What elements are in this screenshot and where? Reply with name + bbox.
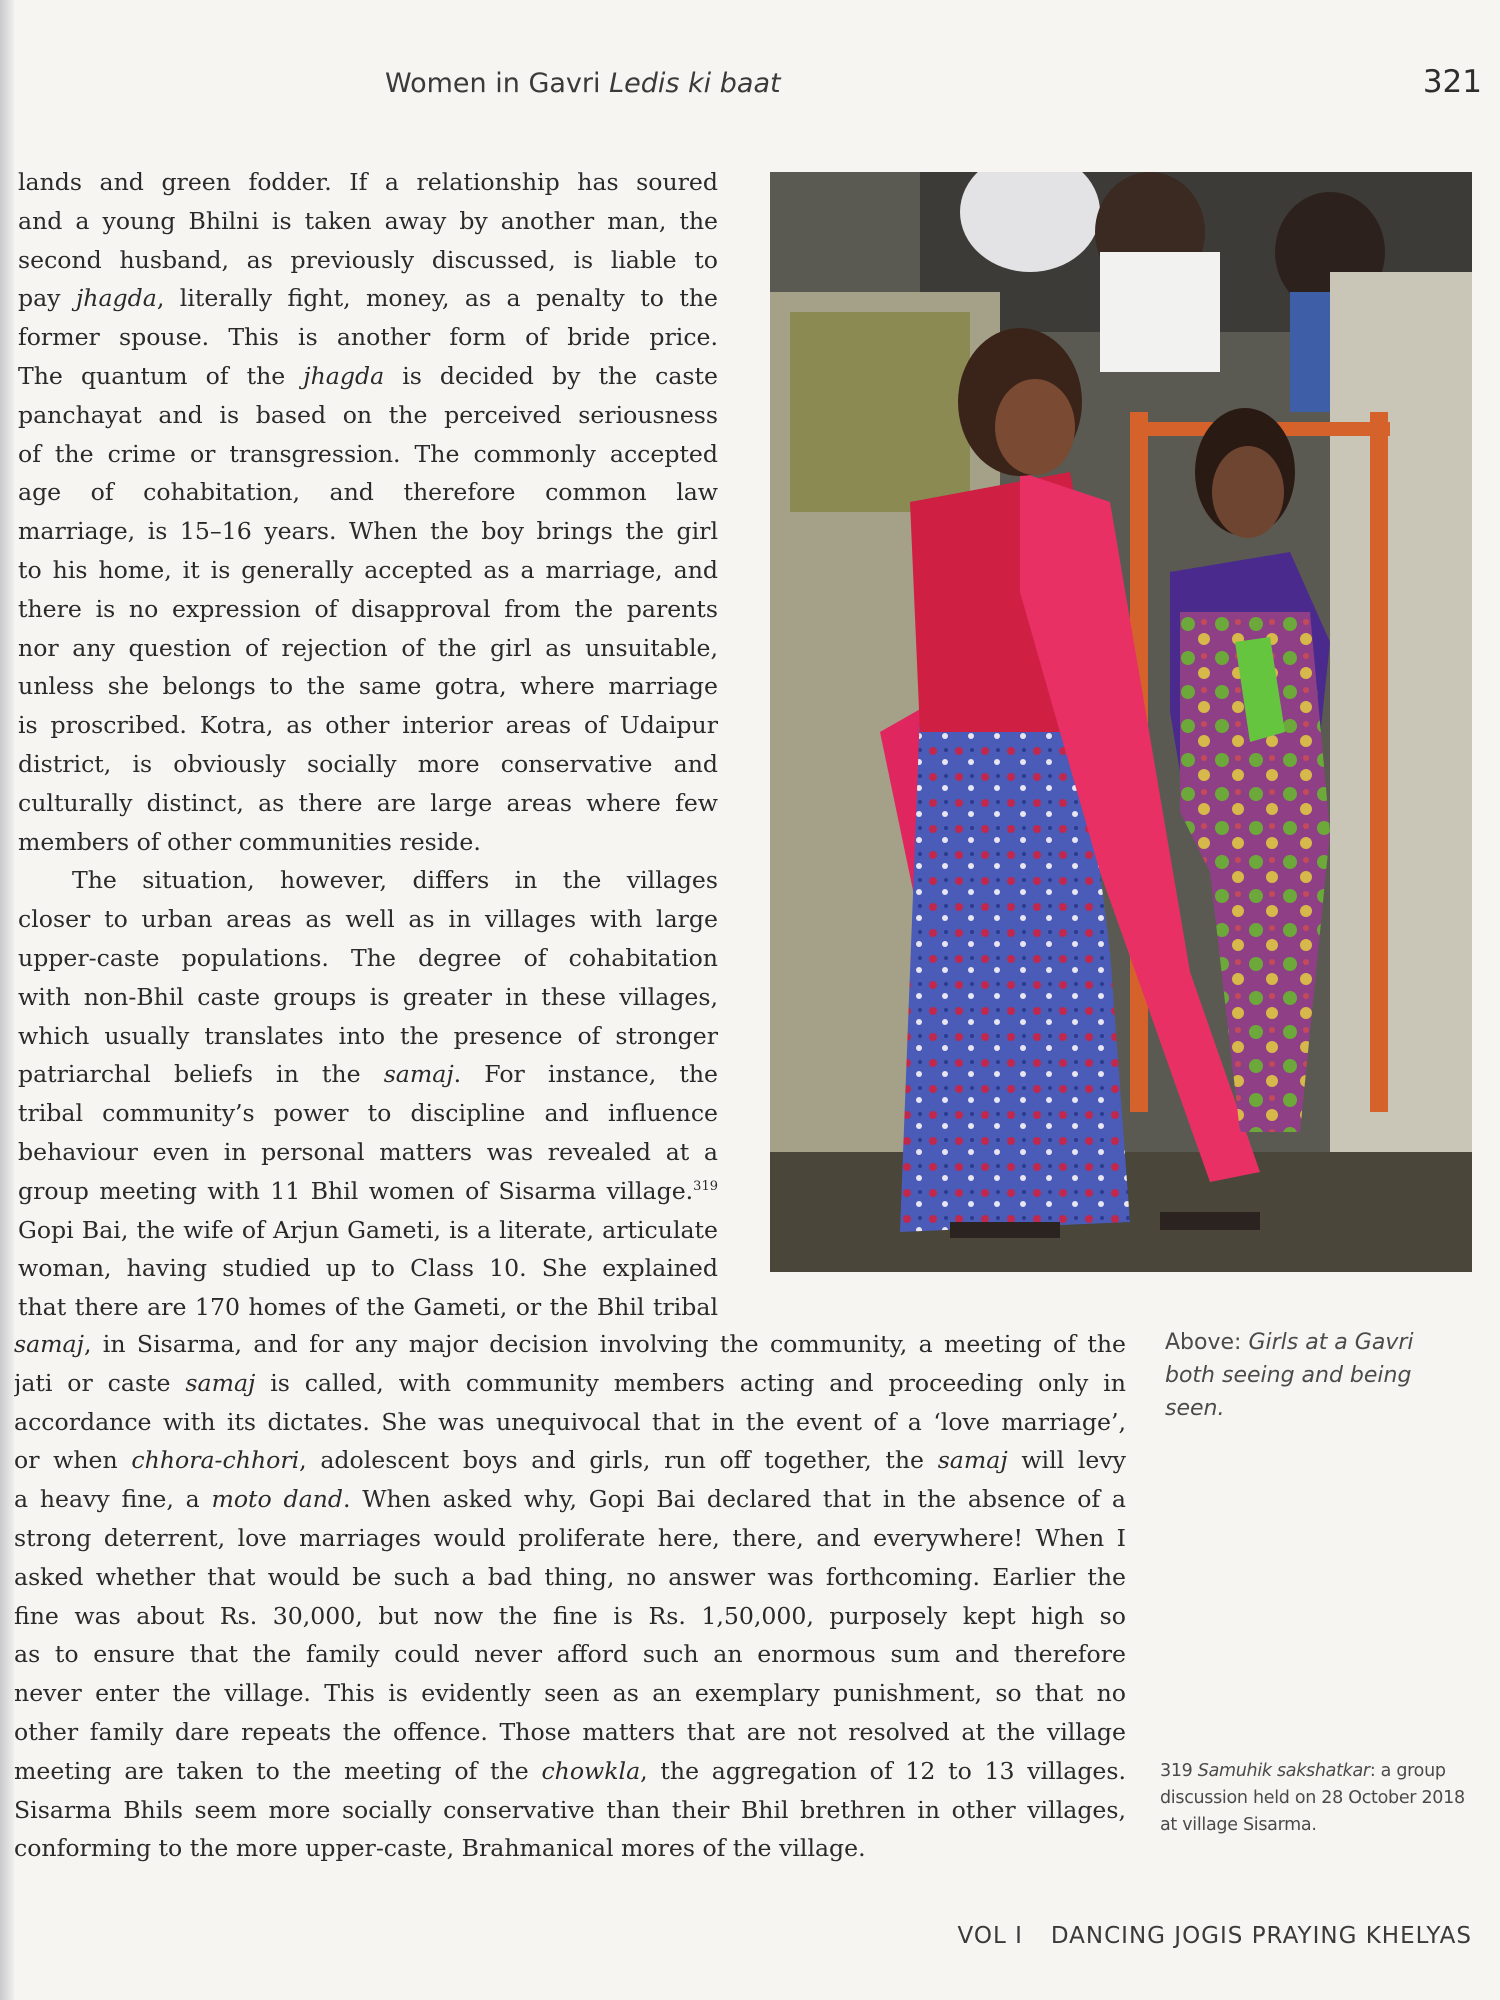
text-line: patriarchal beliefs in the samaj. For instance, the [18,1060,718,1089]
running-head: Women in Gavri Ledis ki baat [385,68,781,99]
text-line: culturally distinct, as there are large areas where few [18,788,718,817]
text-line: closer to urban areas as well as in villages with large [18,905,718,934]
body-text-wide-column [14,1325,1126,1868]
text-line: woman, having studied up to Class 10. She explained [18,1254,718,1283]
page-gutter-shadow [0,0,14,2000]
text-line: is proscribed. Kotra, as other interior areas of Udaipur [18,711,718,740]
text-line: unless she belongs to the same gotra, where marriage [18,672,718,701]
text-line: tribal community’s power to discipline and influence [18,1099,718,1128]
footer-volume: VOL I [957,1923,1023,1949]
footnote-italic: Samuhik sakshatkar [1197,1761,1370,1781]
text-line: Sisarma Bhils seem more socially conservative than their Bhil brethren in other villages, [14,1795,1126,1824]
text-line: a heavy fine, a moto dand. When asked why, Gopi Bai declared that in the absence of a [14,1485,1126,1514]
text-line: as to ensure that the family could never afford such an enormous sum and therefore [14,1640,1126,1669]
text-line: other family dare repeats the offence. Those matters that are not resolved at the village [14,1717,1126,1746]
text-line: there is no expression of disapproval from the parents [18,594,718,623]
text-line: The situation, however, differs in the villages [72,866,718,895]
text-line: accordance with its dictates. She was unequivocal that in the event of a ‘love marriage’, [14,1407,1126,1436]
text-line: The quantum of the jhagda is decided by the caste [18,361,718,390]
text-line: asked whether that would be such a bad thing, no answer was forthcoming. Earlier the [14,1562,1126,1591]
text-line: and a young Bhilni is taken away by another man, the [18,206,718,235]
text-line: to his home, it is generally accepted as a marriage, and [18,555,718,584]
text-line: meeting are taken to the meeting of the chowkla, the aggregation of 12 to 13 villages. [14,1756,1126,1785]
text-line: second husband, as previously discussed, is liable to [18,245,718,274]
text-line: conforming to the more upper-caste, Brahmanical mores of the village. [14,1834,866,1863]
text-line: with non-Bhil caste groups is greater in these villages, [18,982,718,1011]
text-line: behaviour even in personal matters was revealed at a [18,1137,718,1166]
text-line: former spouse. This is another form of bride price. [18,323,718,352]
page-number: 321 [1422,64,1482,100]
body-text-narrow-column [18,163,718,1327]
footer-title: DANCING JOGIS PRAYING KHELYAS [1050,1923,1472,1949]
photo-caption: Above: Girls at a Gavri both seeing and being seen. [1165,1330,1414,1421]
text-line: samaj, in Sisarma, and for any major decision involving the community, a meeting of the [14,1330,1126,1358]
text-line: that there are 170 homes of the Gameti, or the Bhil tribal [18,1293,718,1322]
text-line: pay jhagda, literally fight, money, as a penalty to the [18,284,718,313]
text-line: of the crime or transgression. The commonly accepted [18,439,718,468]
footnote-319: 319 Samuhik sakshatkar: a group discussion held on 28 October 2018 at village Sisarma. [1160,1761,1465,1835]
text-line: never enter the village. This is evidently seen as an exemplary punishment, so that no [14,1679,1126,1708]
photo-caption-italic: Girls at a Gavri both seeing and being seen. [1165,1330,1414,1421]
photo-illustration [770,172,1472,1272]
text-line: marriage, is 15–16 years. When the boy brings the girl [18,517,718,546]
text-line: group meeting with 11 Bhil women of Sisarma village.$^{319}$ [18,1176,718,1205]
text-line: or when chhora-chhori, adolescent boys and girls, run off together, the samaj will levy [14,1446,1126,1475]
text-line: Gopi Bai, the wife of Arjun Gameti, is a literate, articulate [18,1215,718,1244]
text-line: which usually translates into the presence of stronger [18,1021,718,1050]
text-line: district, is obviously socially more conservative and [18,749,718,778]
text-line: upper-caste populations. The degree of cohabitation [18,943,718,972]
running-head-italic: Ledis ki baat [609,68,781,99]
text-line: members of other communities reside. [18,827,481,856]
text-line: panchayat and is based on the perceived seriousness [18,400,718,429]
photo-girls-at-gavri [770,172,1472,1272]
running-footer [958,1923,1472,1949]
text-line: jati or caste samaj is called, with community members acting and proceeding only in [14,1368,1126,1397]
text-line: strong deterrent, love marriages would proliferate here, there, and everywhere! When I [14,1523,1126,1552]
text-line: fine was about Rs. 30,000, but now the fine is Rs. 1,50,000, purposely kept high so [14,1601,1126,1630]
text-line: lands and green fodder. If a relationship has soured [18,168,718,196]
text-line: nor any question of rejection of the girl as unsuitable, [18,633,718,662]
text-line: age of cohabitation, and therefore common law [18,478,718,507]
